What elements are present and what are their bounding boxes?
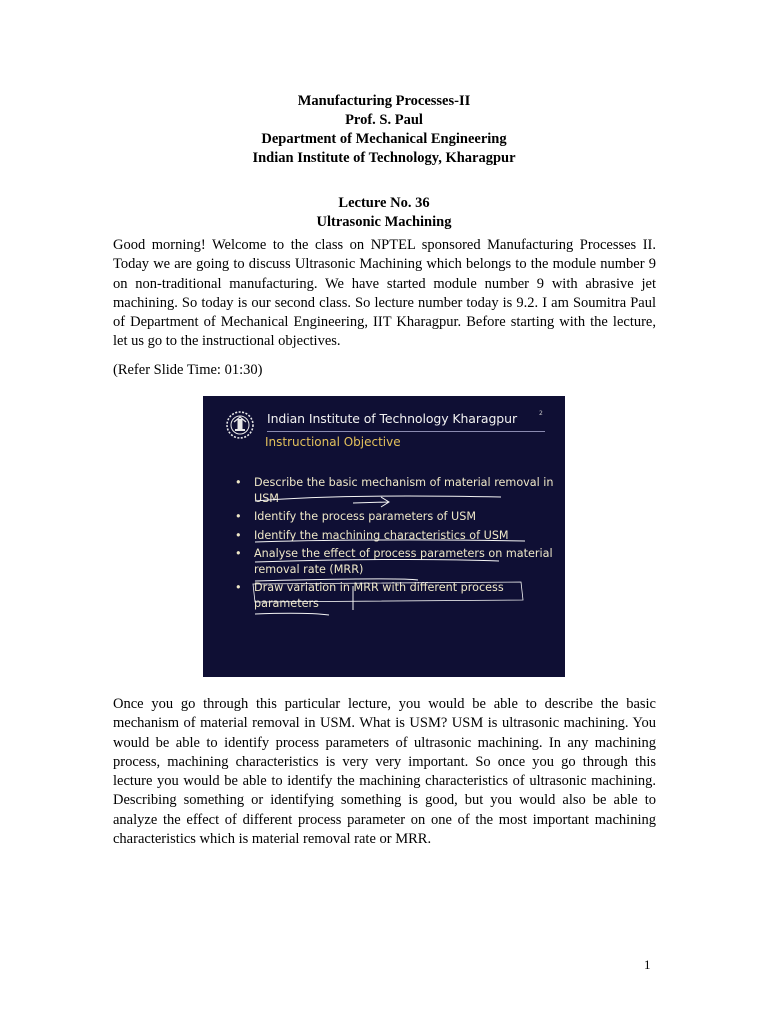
bullet-icon: •	[235, 581, 242, 594]
institute-name: Indian Institute of Technology, Kharagpur	[252, 150, 516, 166]
objective-item: • Identify the machining characteristics of USM	[235, 528, 509, 542]
body-paragraph: Once you go through this particular lecture, you would be able to describe the basic mechanism of material removal in USM. What is USM? USM is ultrasonic machining. You would be able to identify process parameters of ultrasonic machining. In any machining process, machining characteristics is very very important. So once you go through this lecture you would be able to identify the machining characteristics of ultrasonic machining. Describing something or identifying something is good, but you would also be able to analyze the effect of different process parameter on one of the most important machining characteristics which is material removal rate or MRR.	[113, 696, 656, 848]
objective-item: • Identify the process parameters of USM	[235, 510, 476, 523]
bullet-icon: •	[235, 510, 242, 523]
objective-item: • Analyse the effect of process parameters on material removal rate (MRR)	[235, 547, 553, 576]
slide-time-reference: (Refer Slide Time: 01:30)	[113, 362, 263, 378]
professor-name: Prof. S. Paul	[345, 112, 423, 128]
course-title: Manufacturing Processes-II	[297, 93, 471, 109]
bullet-icon: •	[235, 528, 242, 542]
bullet-icon: •	[235, 476, 242, 489]
objective-item: • Describe the basic mechanism of material removal in USM	[235, 476, 554, 505]
slide-number: 2	[539, 410, 543, 417]
page-number: 1	[644, 957, 651, 972]
lecture-slide-image	[203, 396, 565, 677]
objective-list	[235, 475, 555, 614]
slide-divider	[267, 431, 545, 432]
slide-institute-title: Indian Institute of Technology Kharagpur	[267, 411, 517, 426]
intro-paragraph: Good morning! Welcome to the class on NPTEL sponsored Manufacturing Processes II. Today we are going to discuss Ultrasonic Machining which belongs to the module number 9 on non-traditional manufacturing. We have started module number 9 with abrasive jet machining. So today is our second class. So lecture number today is 9.2. I am Soumitra Paul of Department of Mechanical Engineering, IIT Kharagpur. Before starting with the lecture, let us go to the instructional objectives.	[113, 237, 656, 350]
iit-kharagpur-logo-icon	[225, 410, 255, 440]
lecture-number: Lecture No. 36	[338, 195, 430, 211]
lecture-header	[0, 92, 768, 232]
department-name: Department of Mechanical Engineering	[261, 131, 507, 147]
bullet-icon: •	[235, 547, 242, 560]
slide-heading: Instructional Objective	[265, 435, 401, 449]
objective-item: • Draw variation in MRR with different process parameters	[235, 581, 504, 610]
lecture-title: Ultrasonic Machining	[316, 214, 452, 230]
